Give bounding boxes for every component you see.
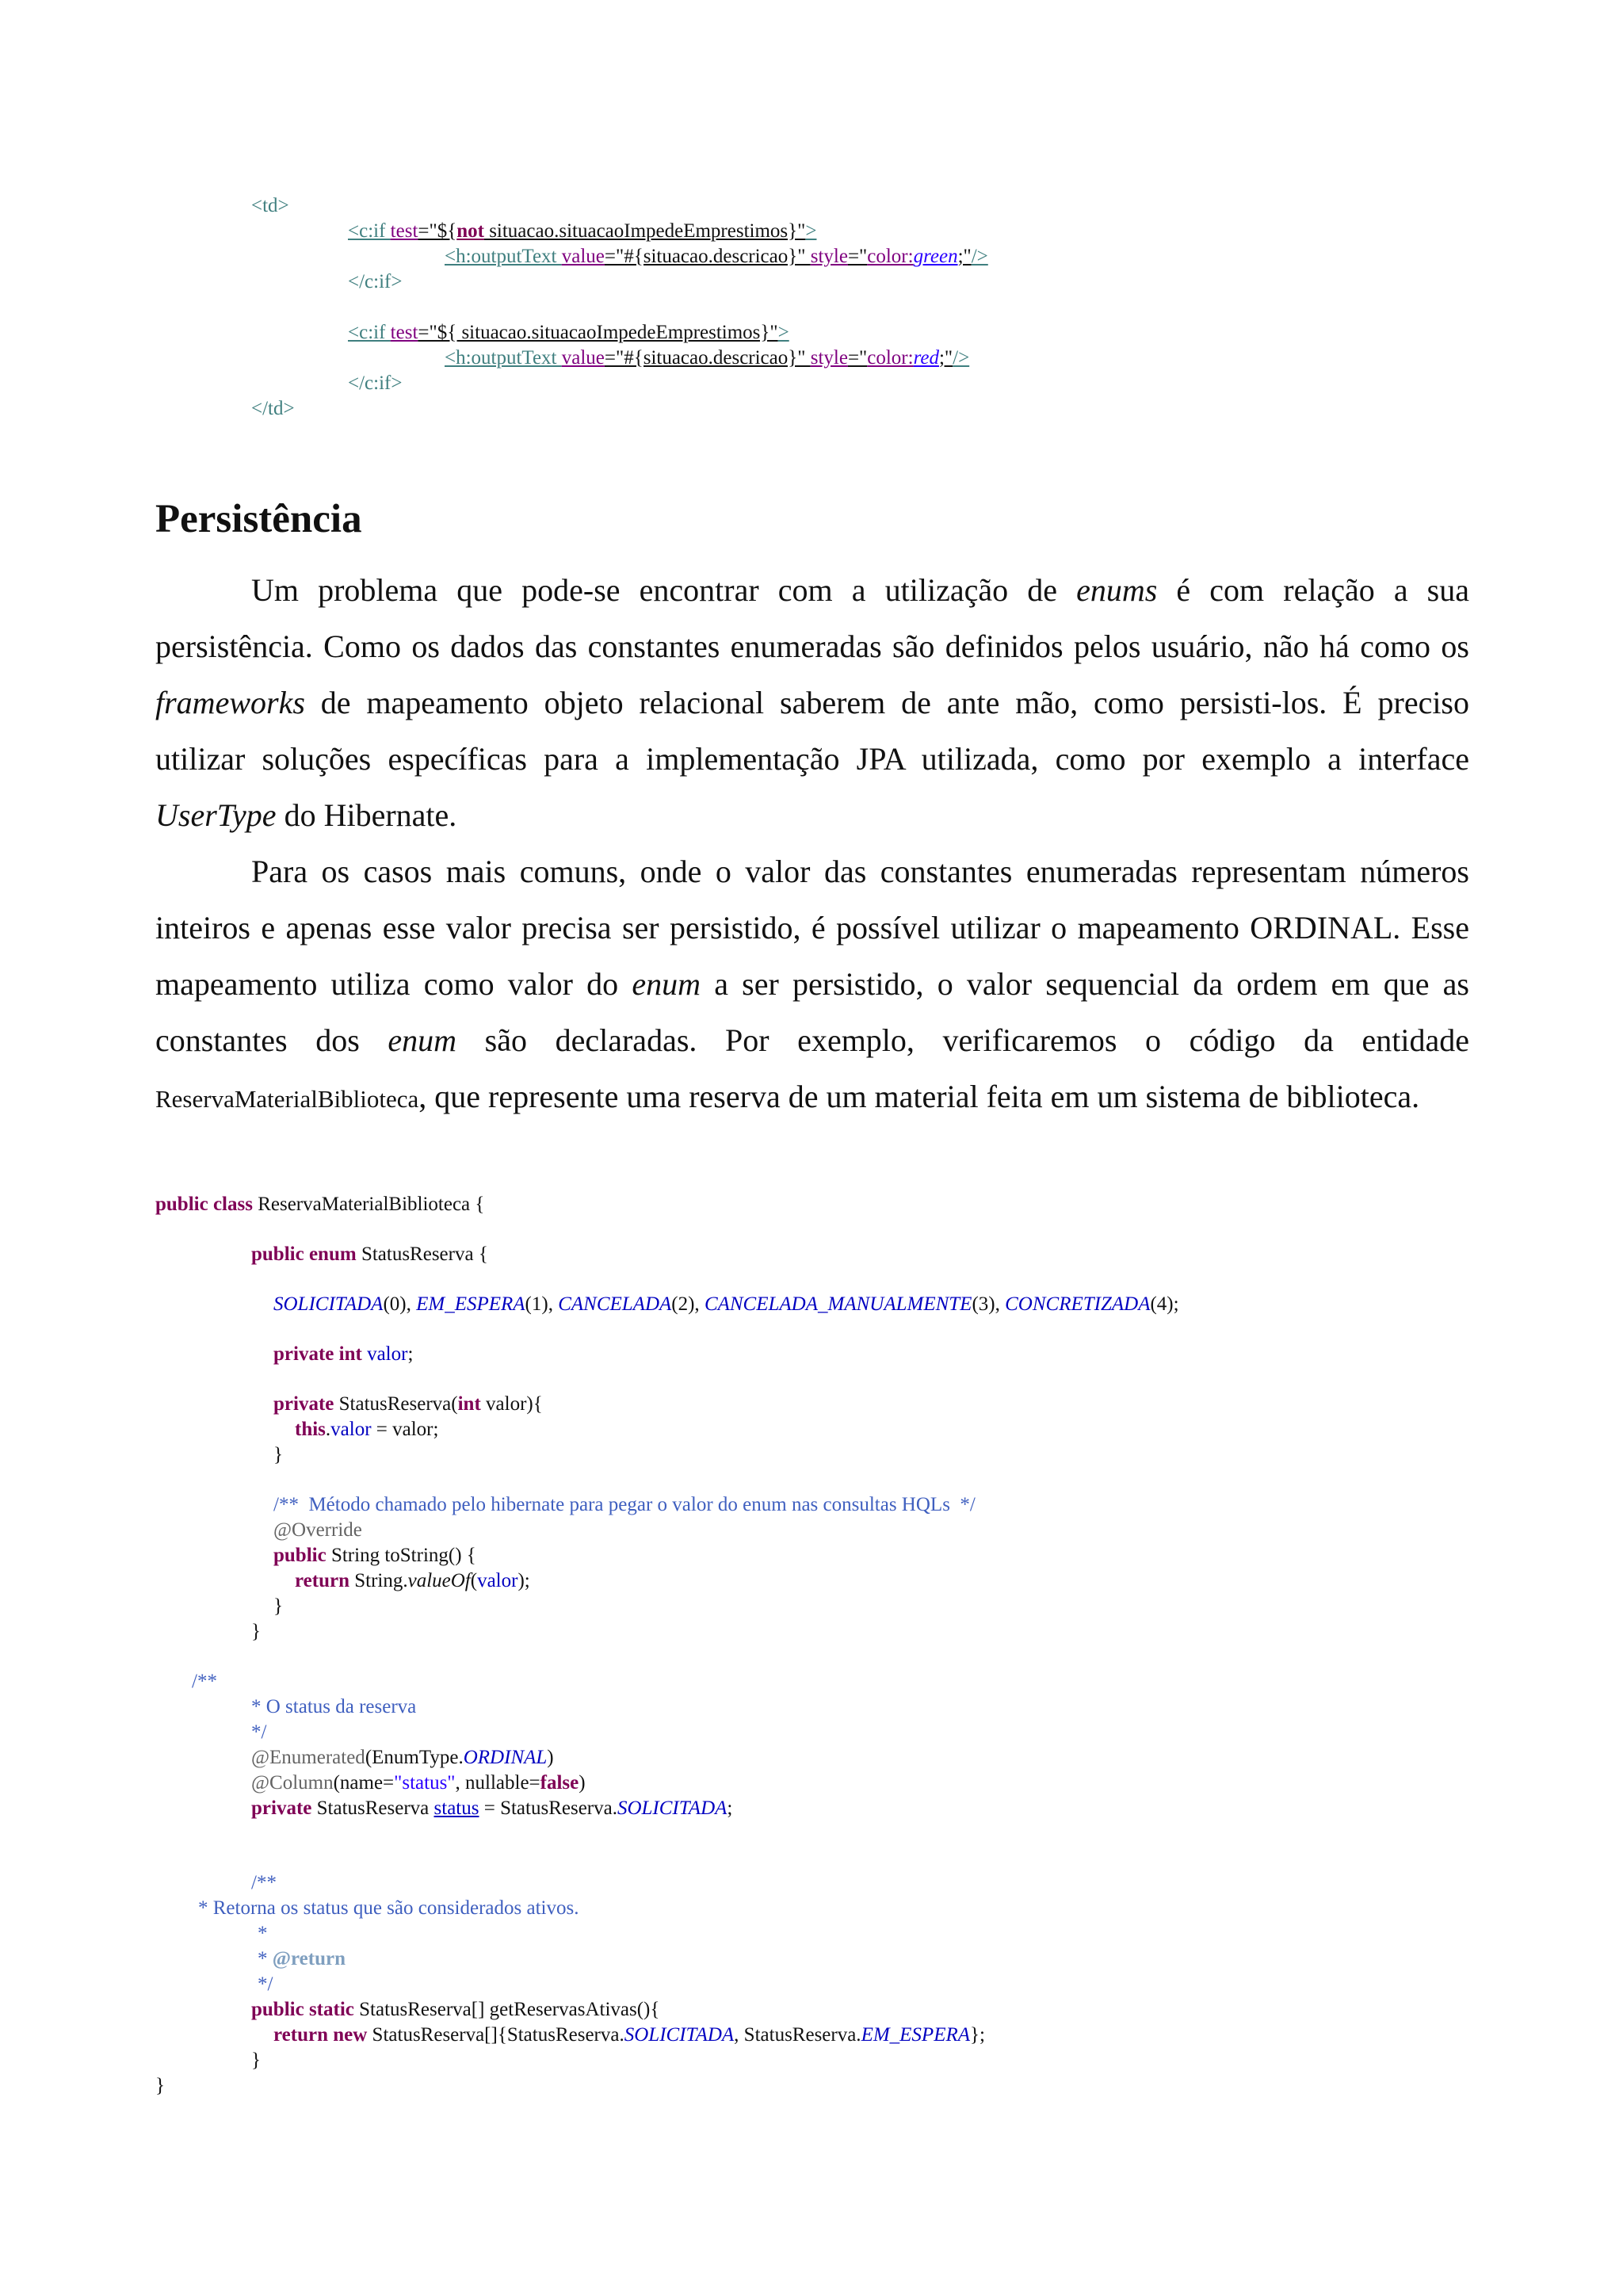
java-doc-close-2: */: [258, 1973, 273, 1995]
java-doc-open-1: /**: [192, 1671, 217, 1692]
java-column-annotation: @Column(name="status", nullable=false): [251, 1772, 586, 1794]
java-method-close: }: [251, 2050, 261, 2071]
jsf-cif1-close: </c:if>: [348, 271, 403, 292]
java-tostring-sig: public String toString() {: [273, 1545, 476, 1566]
jsf-td-close: </td>: [251, 398, 295, 419]
java-doc-close-1: */: [251, 1721, 267, 1743]
java-class-close: }: [155, 2075, 165, 2096]
java-class-decl: public class ReservaMaterialBiblioteca {: [155, 1194, 485, 1215]
java-override: @Override: [273, 1519, 362, 1541]
java-doc-method: /** Método chamado pelo hibernate para pegar o valor do enum nas consultas HQLs */: [273, 1494, 976, 1515]
section-heading: Persistência: [155, 497, 362, 541]
jsf-cif2-open: <c:if test="${ situacao.situacaoImpedeEmprestimos}">: [348, 322, 789, 343]
java-ctor-close: }: [273, 1444, 283, 1465]
java-status-field: private StatusReserva status = StatusReserva.SOLICITADA;: [251, 1797, 733, 1819]
java-field-valor: private int valor;: [273, 1343, 414, 1365]
java-doc-return-tag: * @return: [258, 1948, 346, 1969]
jsf-output1: <h:outputText value="#{situacao.descricao}" style="color:green;"/>: [445, 246, 988, 267]
java-tostring-return: return String.valueOf(valor);: [295, 1570, 530, 1591]
jsf-cif2-close: </c:if>: [348, 372, 403, 394]
java-enum-constants: SOLICITADA(0), EM_ESPERA(1), CANCELADA(2), CANCELADA_MANUALMENTE(3), CONCRETIZADA(4);: [273, 1293, 1179, 1315]
java-tostring-close: }: [273, 1595, 283, 1617]
java-doc-star: *: [258, 1923, 268, 1944]
java-assign: this.valor = valor;: [295, 1419, 439, 1440]
java-enum-close: }: [251, 1621, 261, 1642]
java-constructor: private StatusReserva(int valor){: [273, 1393, 543, 1415]
java-doc-open-2: /**: [251, 1872, 277, 1893]
paragraph-2: Para os casos mais comuns, onde o valor das constantes enumeradas representam números inteiros e apenas esse valor precisa ser persistido, é possível utilizar o mapeamento ORDINAL. Esse mapeamento utiliza como valor do enum a ser persistido, o valor sequencial da ordem em que as constantes dos enum são declaradas. Por exemplo, verificaremos o código da entidade ReservaMaterialBiblioteca, que represente uma reserva de um material feita em um sistema de biblioteca.: [155, 854, 1469, 1114]
paragraph-1: Um problema que pode-se encontrar com a utilização de enums é com relação a sua persistência. Como os dados das constantes enumeradas são definidos pelos usuário, não há como os frameworks de mapeamento objeto relacional saberem de ante mão, como persisti-los. É preciso utilizar soluções específicas para a implementação JPA utilizada, como por exemplo a interface UserType do Hibernate.: [155, 572, 1469, 833]
java-method-return: return new StatusReserva[]{StatusReserva.SOLICITADA, StatusReserva.EM_ESPERA};: [273, 2024, 985, 2046]
java-method-sig: public static StatusReserva[] getReservasAtivas(){: [251, 1999, 660, 2020]
java-doc-status: * O status da reserva: [251, 1696, 417, 1717]
java-enum-decl: public enum StatusReserva {: [251, 1244, 488, 1265]
java-enumerated-annotation: @Enumerated(EnumType.ORDINAL): [251, 1747, 554, 1768]
java-doc-retorna: * Retorna os status que são considerados ativos.: [198, 1897, 579, 1919]
jsf-td-open: <td>: [251, 195, 289, 216]
jsf-cif1-open: <c:if test="${not situacao.situacaoImpedeEmprestimos}">: [348, 220, 817, 242]
jsf-output2: <h:outputText value="#{situacao.descricao}" style="color:red;"/>: [445, 347, 970, 369]
